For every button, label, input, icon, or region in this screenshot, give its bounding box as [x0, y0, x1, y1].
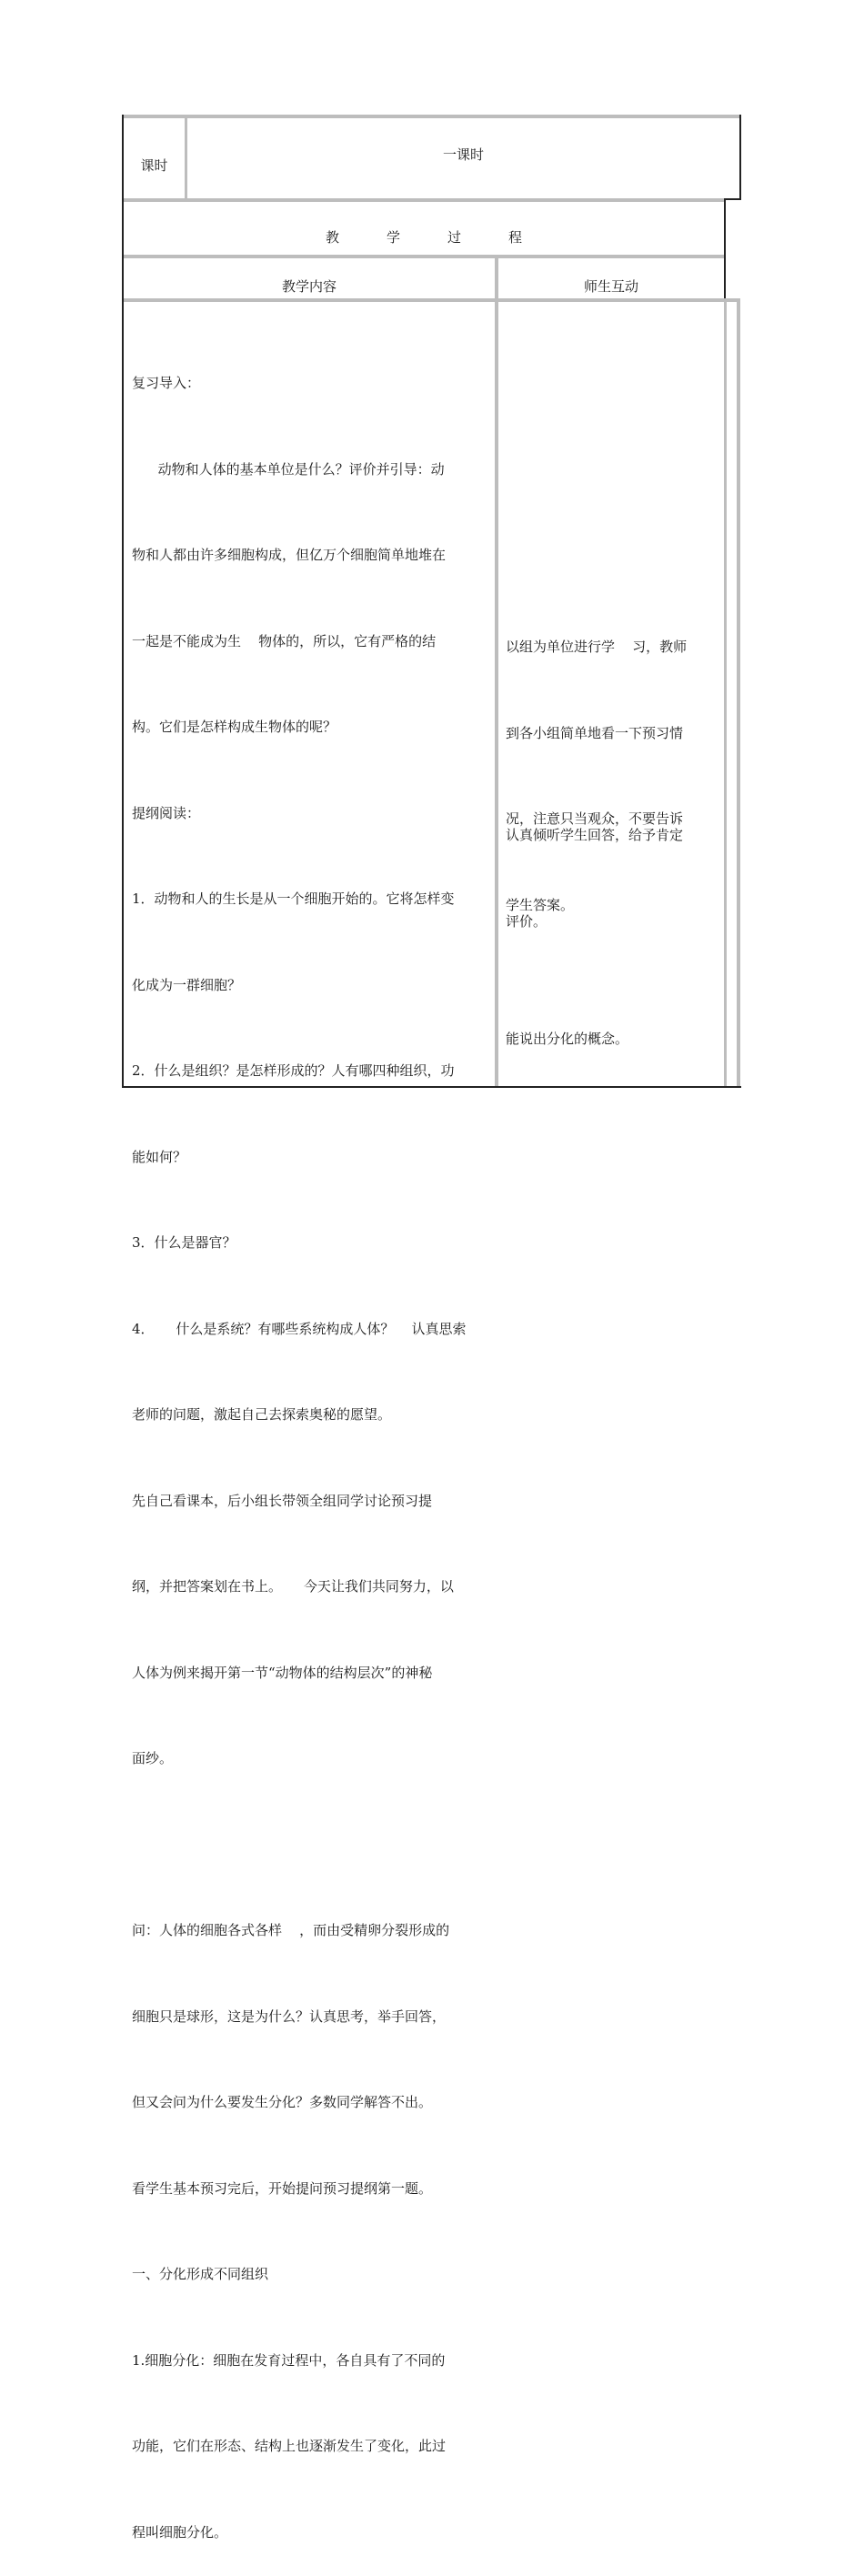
content-line: 细胞只是球形，这是为什么？认真思考，举手回答， — [132, 2007, 447, 2025]
content-line: 一起是不能成为生 物体的，所以，它有严格的结 — [132, 632, 437, 649]
content-line: 能如何？ — [132, 1148, 187, 1165]
section-title — [124, 202, 724, 255]
section-title-char: 学 — [387, 229, 401, 246]
content-line: 看学生基本预习完后，开始提问预习提纲第一题。 — [132, 2179, 433, 2197]
interaction-line: 况，注意只当观众，不要告诉 — [506, 810, 684, 827]
content-line: 面纱。 — [132, 1750, 174, 1766]
lesson-hours-label: 课时 — [140, 156, 168, 174]
section-title-char: 教 — [326, 229, 340, 246]
content-line: 先自己看课本，后小组长带领全组同学讨论预习提 — [132, 1492, 433, 1509]
content-line: 物和人都由许多细胞构成，但亿万个细胞简单地堆在 — [132, 547, 447, 563]
content-line: 纲，并把答案划在书上。 今天让我们共同努力，以 — [132, 1578, 454, 1595]
content-line — [132, 1831, 492, 1860]
content-line: 1.细胞分化：细胞在发育过程中，各自具有了不同的 — [132, 2351, 446, 2369]
row-lesson-right-border — [739, 115, 741, 200]
content-line: 3．什么是器官？ — [132, 1234, 236, 1251]
section-title-char: 过 — [447, 229, 462, 246]
row-lesson-right-step — [724, 198, 741, 200]
content-line: 问：人体的细胞各式各样 ，而由受精卵分裂形成的 — [132, 1922, 450, 1938]
interaction-block — [506, 968, 722, 1082]
body-right-inner-border — [724, 302, 727, 1086]
interaction-block — [506, 764, 722, 965]
row-headers-bottom-border — [124, 298, 740, 302]
content-line: 2．什么是组织？是怎样形成的？人有哪四种组织，功 — [132, 1062, 455, 1079]
content-line: 4． 什么是系统？有哪些系统构成人体？ 认真思索 — [132, 1320, 467, 1337]
interaction-line: 能说出分化的概念。 — [506, 1031, 629, 1047]
content-line: 化成为一群细胞？ — [132, 976, 242, 993]
content-line: 老师的问题，激起自己去探索奥秘的愿望。 — [132, 1406, 392, 1423]
content-line: 功能，它们在形态、结构上也逐渐发生了变化，此过 — [132, 2438, 447, 2454]
interaction-line: 到各小组简单地看一下预习情 — [506, 724, 684, 741]
column-header-interaction: 师生互动 — [583, 277, 638, 295]
content-line: 提纲阅读： — [132, 804, 201, 821]
content-line: 复习导入： — [132, 375, 201, 391]
content-line: 人体为例来揭开第一节“动物体的结构层次”的神秘 — [132, 1664, 433, 1681]
interaction-line: 学生答案。 — [506, 896, 575, 913]
content-line: 一、分化形成不同组织 — [132, 2266, 269, 2282]
content-line: 动物和人体的基本单位是什么？评价并引导：动 — [132, 460, 445, 478]
row-process-right-border — [724, 200, 726, 302]
column-header-content: 教学内容 — [281, 277, 337, 295]
interaction-line: 以组为单位进行学 习，教师 — [506, 639, 688, 655]
teaching-content — [132, 312, 492, 2576]
section-title-char: 程 — [508, 229, 523, 246]
interaction-line: 评价。 — [506, 912, 548, 930]
interaction-line: 认真倾听学生回答，给予肯定 — [506, 827, 684, 843]
content-line: 构。它们是怎样构成生物体的呢？ — [132, 719, 337, 735]
body-right-outer-border — [737, 302, 740, 1086]
content-line: 但又会问为什么要发生分化？多数同学解答不出。 — [132, 2094, 433, 2110]
content-line: 程叫细胞分化。 — [132, 2523, 228, 2541]
lesson-hours-value: 一课时 — [442, 146, 484, 163]
content-line: 1．动物和人的生长是从一个细胞开始的。它将怎样变 — [132, 891, 455, 907]
column-divider — [495, 258, 498, 1086]
